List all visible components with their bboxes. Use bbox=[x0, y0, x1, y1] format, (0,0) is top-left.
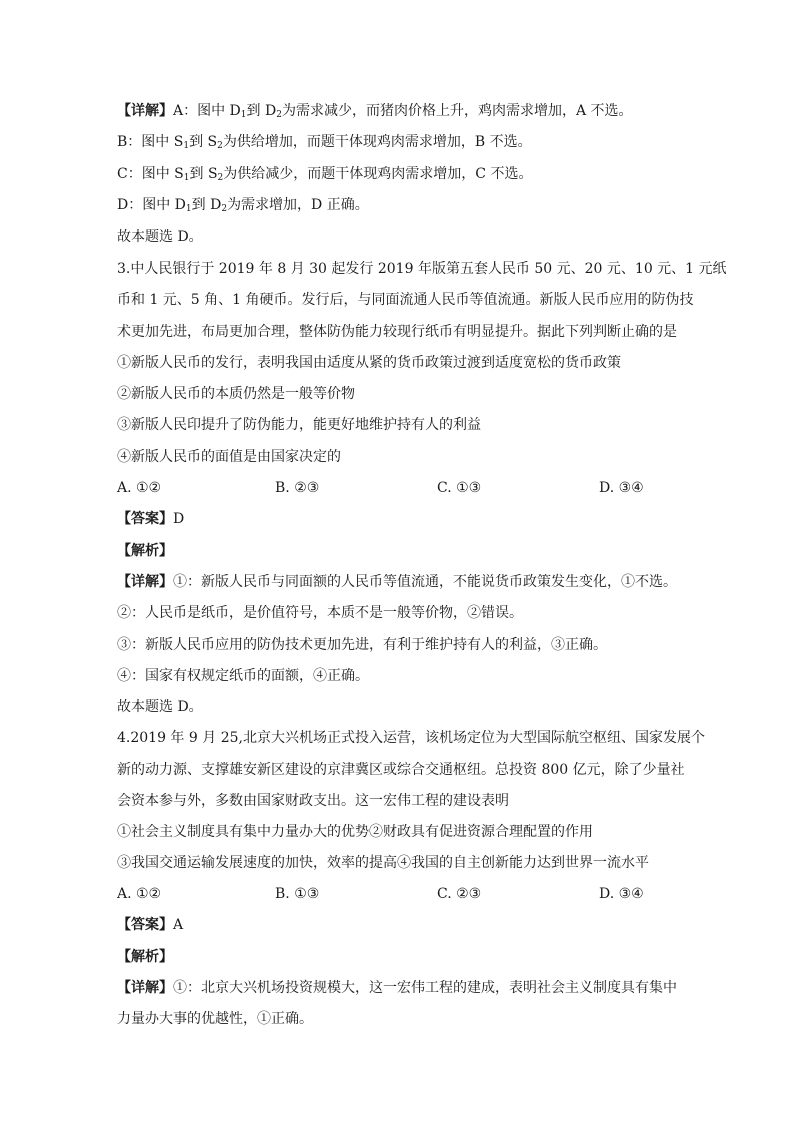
q4-option-d: D. ③④ bbox=[599, 886, 644, 902]
q3-statement: ③新版人民印提升了防伪能力，能更好地维护持有人的利益 bbox=[117, 417, 481, 433]
q3-statement: ②新版人民币的本质仍然是一般等价物 bbox=[117, 386, 355, 402]
q3-stem-line: 币和 1 元、5 角、1 角硬币。发行后，与同面流通人民币等值流通。新版人民币应用的防伪技 bbox=[117, 292, 694, 308]
q3-option-a: A. ①② bbox=[117, 480, 162, 496]
q4-statement: ③我国交通运输发展速度的加快，效率的提高④我国的自主创新能力达到世界一流水平 bbox=[117, 855, 649, 871]
q4-statement: ①社会主义制度具有集中力量办大的优势②财政具有促进资源合理配置的作用 bbox=[117, 824, 593, 840]
q4-stem-line: 会资本参与外，多数由国家财政支出。这一宏伟工程的建设表明 bbox=[117, 793, 509, 809]
q3-option-c: C. ①③ bbox=[437, 480, 482, 496]
q3-stem-line: 术更加先进，布局更加合理，整体防伪能力较现行纸币有明显提升。据此下列判断止确的是 bbox=[117, 324, 677, 340]
q2-detail-d: D：图中 $D_1$到 $D_2$为需求增加，D 正确。 bbox=[117, 197, 369, 214]
q4-option-b: B. ①③ bbox=[275, 886, 320, 902]
q4-option-c: C. ②③ bbox=[437, 886, 482, 902]
q3-stem-line: 3.中人民银行于 2019 年 8 月 30 起发行 2019 年版第五套人民币 50 元、20 元、10 元、1 元纸 bbox=[117, 261, 727, 277]
q3-option-b: B. ②③ bbox=[275, 480, 320, 496]
q4-option-a: A. ①② bbox=[117, 886, 162, 902]
q3-detail-line: ④：国家有权规定纸币的面额，④正确。 bbox=[117, 668, 369, 684]
q4-analysis-heading: 【解析】 bbox=[117, 949, 173, 965]
q2-conclusion: 故本题选 D。 bbox=[117, 229, 203, 245]
q2-detail-b: B：图中 $S_1$到 $S_2$为供给增加，而题干体现鸡肉需求增加，B 不选。 bbox=[117, 134, 532, 151]
q4-answer: 【答案】A bbox=[117, 917, 184, 933]
q3-option-d: D. ③④ bbox=[599, 480, 644, 496]
q3-detail-line: 【详解】①：新版人民币与同面额的人民币等值流通，不能说货币政策发生变化，①不选。 bbox=[117, 574, 677, 590]
q3-detail-line: ②：人民币是纸币，是价值符号，本质不是一般等价物，②错误。 bbox=[117, 605, 523, 621]
q3-conclusion: 故本题选 D。 bbox=[117, 699, 203, 715]
q3-detail-line: ③：新版人民币应用的防伪技术更加先进，有利于维护持有人的利益，③正确。 bbox=[117, 637, 607, 653]
q4-stem-line: 新的动力源、支撑雄安新区建设的京津冀区或综合交通枢纽。总投资 800 亿元，除了少量社 bbox=[117, 762, 685, 778]
q4-detail-line: 力量办大事的优越性，①正确。 bbox=[117, 1011, 313, 1027]
q4-stem-line: 4.2019 年 9 月 25,北京大兴机场正式投入运营，该机场定位为大型国际航空枢纽、国家发展个 bbox=[117, 730, 705, 746]
q3-analysis-heading: 【解析】 bbox=[117, 543, 173, 559]
q3-statement: ①新版人民币的发行，表明我国由适度从紧的货币政策过渡到适度宽松的货币政策 bbox=[117, 355, 621, 371]
q4-detail-line: 【详解】①：北京大兴机场投资规模大，这一宏伟工程的建成，表明社会主义制度具有集中 bbox=[117, 980, 677, 996]
q2-detail-c: C：图中 $S_1$到 $S_2$为供给减少，而题干体现鸡肉需求增加，C 不选。 bbox=[117, 166, 533, 183]
q3-answer: 【答案】D bbox=[117, 511, 185, 527]
q2-detail-a: 【详解】A：图中 $D_1$到 $D_2$为需求减少，而猪肉价格上升，鸡肉需求增加，A 不选。 bbox=[117, 103, 633, 120]
q3-statement: ④新版人民币的面值是由国家决定的 bbox=[117, 449, 341, 465]
